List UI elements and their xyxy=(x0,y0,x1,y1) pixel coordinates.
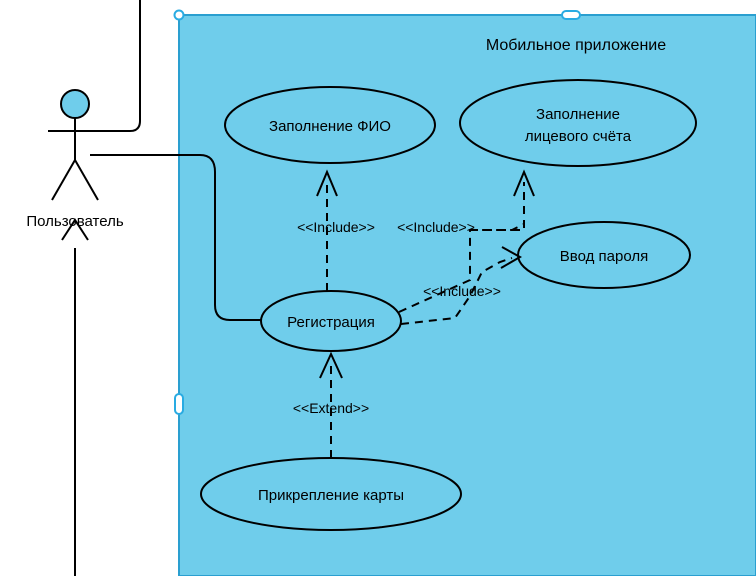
use-case-account-label-line2: лицевого счёта xyxy=(524,128,632,145)
actor-head xyxy=(61,90,89,118)
relation-extend-card-label: <<Extend>> xyxy=(292,400,370,416)
relation-include-fio-label: <<Include>> xyxy=(297,219,375,235)
handle-left-middle[interactable] xyxy=(175,394,183,414)
association-actor-top xyxy=(102,0,140,131)
use-case-password-label: Ввод пароля xyxy=(559,248,649,265)
relation-include-password-label: <<Include>> xyxy=(423,283,501,299)
actor-label: Пользователь xyxy=(26,213,124,230)
boundary-title: Мобильное приложение xyxy=(485,37,667,54)
actor-leg-left xyxy=(52,160,75,200)
use-case-fio[interactable] xyxy=(225,87,435,163)
actor-leg-right xyxy=(75,160,98,200)
use-case-registration[interactable] xyxy=(261,291,401,351)
handle-top-left[interactable] xyxy=(175,11,184,20)
actor-user[interactable] xyxy=(26,90,124,230)
use-case-card[interactable] xyxy=(201,458,461,530)
use-case-account-label-line1: Заполнение xyxy=(536,106,620,123)
use-case-fio-label: Заполнение ФИО xyxy=(269,118,391,135)
handle-top-center[interactable] xyxy=(562,11,580,19)
use-case-account[interactable] xyxy=(460,80,696,166)
use-case-registration-label: Регистрация xyxy=(287,314,375,331)
use-case-password[interactable] xyxy=(518,222,690,288)
use-case-account-ellipse xyxy=(460,80,696,166)
relation-include-account-label: <<Include>> xyxy=(397,219,475,235)
use-case-card-label: Прикрепление карты xyxy=(257,487,405,504)
